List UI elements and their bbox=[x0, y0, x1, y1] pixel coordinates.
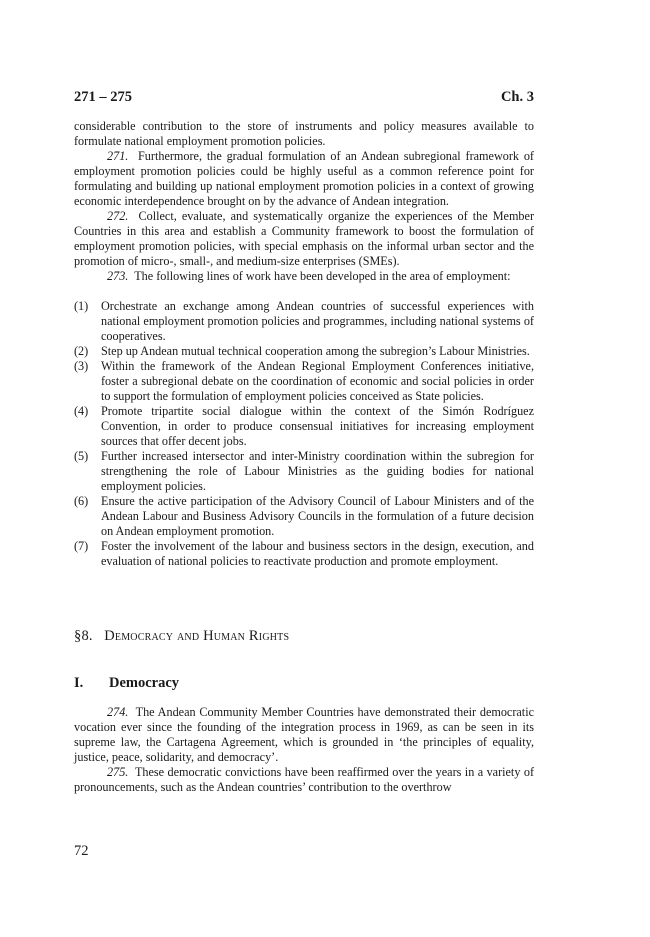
paragraph-number: 271. bbox=[107, 149, 129, 163]
lines-of-work-list bbox=[74, 299, 534, 569]
main-text bbox=[74, 119, 534, 569]
paragraph-number: 274. bbox=[107, 705, 129, 719]
section-number: §8. bbox=[74, 628, 93, 644]
paragraph-text: considerable contribution to the store of instruments and policy measures available to formulate national employment promotion policies. bbox=[74, 119, 534, 148]
list-item bbox=[74, 344, 534, 359]
list-item-number: (3) bbox=[74, 359, 89, 373]
list-item bbox=[74, 494, 534, 539]
paragraph-275 bbox=[74, 765, 534, 795]
page-number: 72 bbox=[74, 843, 89, 859]
header-paragraph-range: 271 – 275 bbox=[74, 89, 132, 105]
paragraph-continuation bbox=[74, 119, 534, 149]
paragraph-273 bbox=[74, 269, 534, 284]
list-item-text: Ensure the active participation of the Advisory Council of Labour Ministers and of the Andean Labour and Business Advisory Councils in the formulation of a future decision on Andean employment promotion. bbox=[101, 494, 534, 538]
list-item-number: (1) bbox=[74, 299, 89, 313]
paragraph-text: The Andean Community Member Countries have demonstrated their democratic vocation ever since the founding of the integration process in 1969, as can be seen in its supreme law, the Cartagena Agreement, which is grounded in ‘the principles of equality, justice, peace, solidarity, and democracy’. bbox=[74, 705, 534, 764]
list-item-number: (2) bbox=[74, 344, 89, 358]
list-item-text: Step up Andean mutual technical cooperation among the subregion’s Labour Ministries. bbox=[101, 344, 530, 358]
header-chapter: Ch. 3 bbox=[500, 89, 534, 105]
subheading-title: Democracy bbox=[109, 675, 180, 691]
running-header bbox=[74, 89, 534, 106]
section-title: Democracy and Human Rights bbox=[104, 628, 290, 644]
paragraph-text: These democratic convictions have been reaffirmed over the years in a variety of pronouncements, such as the Andean countries’ contribution to the overthrow bbox=[74, 765, 534, 794]
list-item bbox=[74, 449, 534, 494]
paragraph-number: 273. bbox=[107, 269, 129, 283]
list-item bbox=[74, 299, 534, 344]
list-item-number: (4) bbox=[74, 404, 89, 418]
paragraph-274 bbox=[74, 705, 534, 765]
list-item-number: (5) bbox=[74, 449, 89, 463]
list-item-text: Orchestrate an exchange among Andean countries of successful experiences with national employment promotion policies and programmes, including national systems of cooperatives. bbox=[101, 299, 534, 343]
democracy-text bbox=[74, 705, 534, 795]
subheading-number: I. bbox=[74, 675, 84, 691]
paragraph-text: Collect, evaluate, and systematically organize the experiences of the Member Countries in this area and establish a Community framework to boost the formulation of employment promotion policies, with special emphasis on the informal urban sector and the promotion of micro-, small-, and medium-size enterprises (SMEs). bbox=[74, 209, 534, 268]
paragraph-text: Furthermore, the gradual formulation of an Andean subregional framework of employment promotion policies could be highly useful as a common reference point for formulating and building up national employment promotion policies in a context of growing economic interdependence brought on by the advance of Andean integration. bbox=[74, 149, 534, 208]
list-item-text: Further increased intersector and inter-Ministry coordination within the subregion for strengthening the role of Labour Ministries as the guiding bodies for national employment policies. bbox=[101, 449, 534, 493]
list-item bbox=[74, 539, 534, 569]
list-item-number: (7) bbox=[74, 539, 89, 553]
paragraph-272 bbox=[74, 209, 534, 269]
subheading bbox=[74, 675, 179, 692]
paragraph-number: 275. bbox=[107, 765, 129, 779]
list-item bbox=[74, 359, 534, 404]
list-item bbox=[74, 404, 534, 449]
paragraph-number: 272. bbox=[107, 209, 129, 223]
list-item-text: Within the framework of the Andean Regional Employment Conferences initiative, foster a subregional debate on the coordination of economic and social policies in order to support the formulation of employment policies conceived as State policies. bbox=[101, 359, 534, 403]
paragraph-text: The following lines of work have been developed in the area of employment: bbox=[134, 269, 511, 283]
paragraph-271 bbox=[74, 149, 534, 209]
section-heading bbox=[74, 628, 289, 645]
list-item-number: (6) bbox=[74, 494, 89, 508]
list-item-text: Promote tripartite social dialogue within the context of the Simón Rodríguez Convention, in order to produce consensual initiatives for increasing employment sources that offer decent jobs. bbox=[101, 404, 534, 448]
list-item-text: Foster the involvement of the labour and business sectors in the design, execution, and evaluation of national policies to reactivate production and promote employment. bbox=[101, 539, 534, 568]
